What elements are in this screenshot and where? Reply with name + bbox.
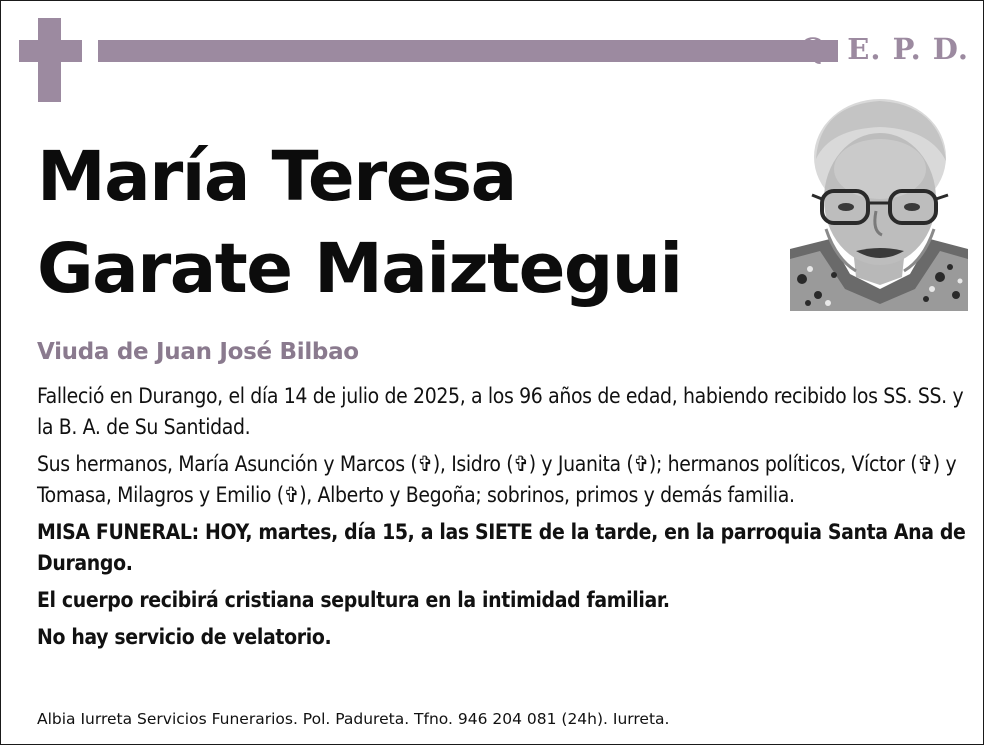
name-line-2: Garate Maiztegui [37, 229, 682, 309]
deceased-name [37, 131, 777, 315]
wake-paragraph: No hay servicio de velatorio. [37, 625, 332, 649]
qepd-label: Q. E. P. D. [800, 32, 969, 66]
widow-subtitle: Viuda de Juan José Bilbao [37, 339, 359, 365]
notice-body [37, 381, 967, 659]
name-line-1: María Teresa [37, 137, 516, 217]
burial-paragraph: El cuerpo recibirá cristiana sepultura en la intimidad familiar. [37, 588, 670, 612]
portrait-image [790, 99, 968, 311]
death-info-paragraph: Falleció en Durango, el día 14 de julio de 2025, a los 96 años de edad, habiendo recibido los SS. SS. y la B. A. de Su Santidad. [37, 384, 964, 439]
family-paragraph: Sus hermanos, María Asunción y Marcos (✞), Isidro (✞) y Juanita (✞); hermanos políticos, Víctor (✞) y Tomasa, Milagros y Emilio (✞), Alberto y Begoña; sobrinos, primos y demás familia. [37, 452, 957, 507]
funeral-mass-paragraph: MISA FUNERAL: HOY, martes, día 15, a las SIETE de la tarde, en la parroquia Santa Ana de Durango. [37, 520, 966, 575]
funeral-home-footer: Albia Iurreta Servicios Funerarios. Pol. Padureta. Tfno. 946 204 081 (24h). Iurreta. [37, 710, 670, 728]
portrait-photo [790, 99, 968, 311]
header-bar [98, 40, 838, 62]
cross-icon-horizontal [19, 40, 82, 62]
